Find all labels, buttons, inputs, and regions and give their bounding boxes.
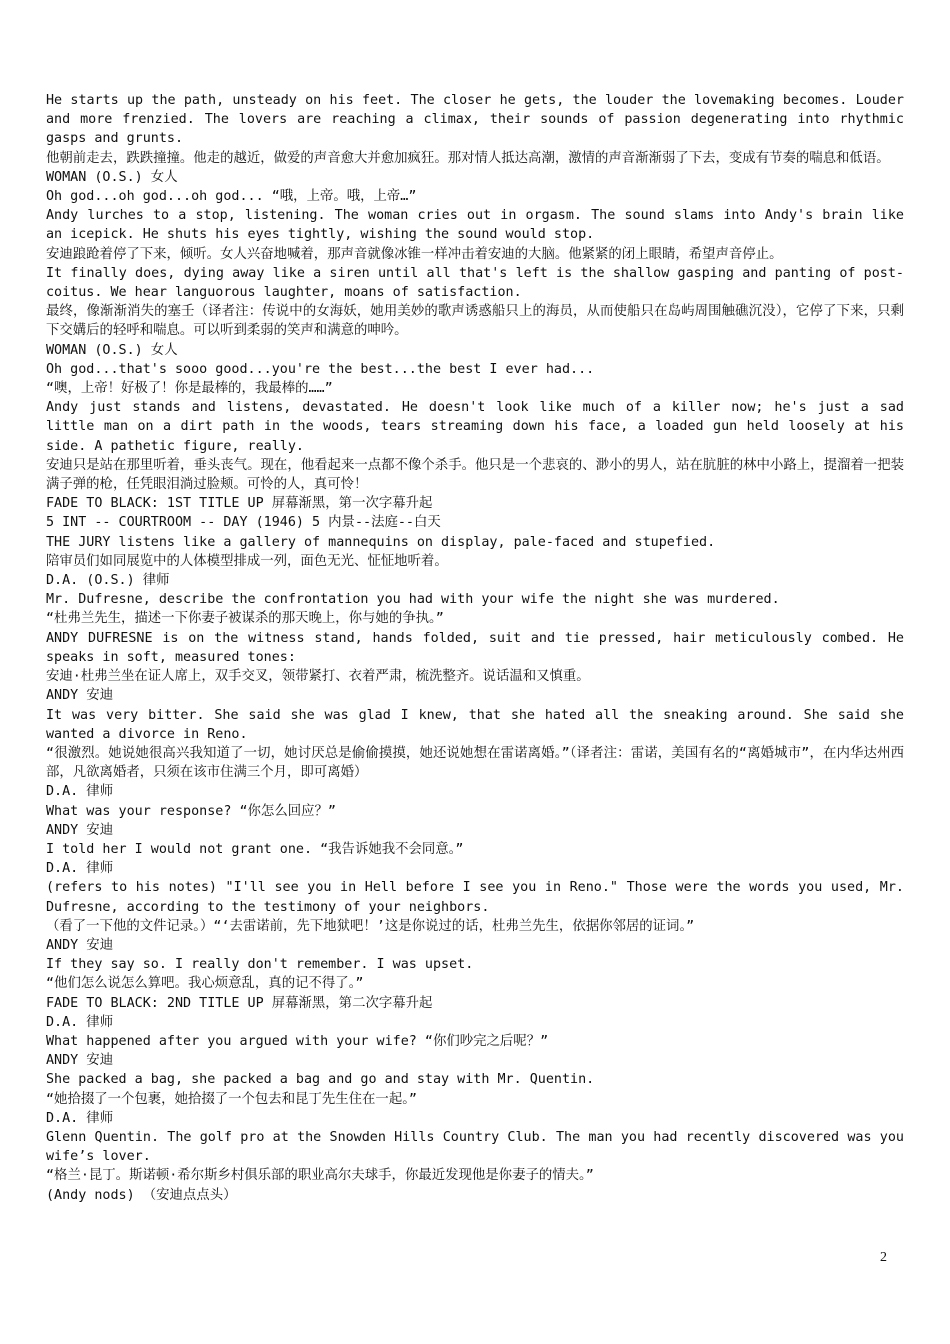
text-line: Andy just stands and listens, devastated. He doesn't look like much of a killer now; he's just a sad little man on a dirt path in the woods, tears streaming down his face, a loaded gun held loosely at his side. A pathetic figure, really. xyxy=(46,400,913,454)
text-line: She packed a bag, she packed a bag and go and stay with Mr. Quentin. xyxy=(46,1072,595,1088)
text-line: I told her I would not grant one. “我告诉她我不会同意。” xyxy=(46,841,464,857)
text-line: D.A. (O.S.) 律师 xyxy=(46,573,170,589)
text-line: D.A. 律师 xyxy=(46,784,114,800)
text-line: （看了一下他的文件记录。）“‘去雷诺前，先下地狱吧！’这是你说过的话，杜弗兰先生，依据你邻居的证词。” xyxy=(46,918,695,934)
text-line: (Andy nods) （安迪点点头） xyxy=(46,1187,237,1203)
text-line: He starts up the path, unsteady on his feet. The closer he gets, the louder the lovemaking becomes. Louder and more frenzied. The lovers are reaching a climax, their sounds of passion degenerating into rhythmic gasps and grunts. xyxy=(46,93,913,147)
text-line: ANDY DUFRESNE is on the witness stand, hands folded, suit and tie pressed, hair meticulously combed. He speaks in soft, measured tones: xyxy=(46,630,913,665)
text-line: Mr. Dufresne, describe the confrontation you had with your wife the night she was murdered. xyxy=(46,592,780,608)
text-line: WOMAN (O.S.) 女人 xyxy=(46,169,178,185)
text-line: “杜弗兰先生，描述一下你妻子被谋杀的那天晚上，你与她的争执。” xyxy=(46,611,444,627)
text-line: “噢，上帝！好极了！你是最棒的，我最棒的……” xyxy=(46,381,333,397)
text-line: 5 INT -- COURTROOM -- DAY (1946) 5 内景--法庭--白天 xyxy=(46,515,441,531)
text-line: “很激烈。她说她很高兴我知道了一切，她讨厌总是偷偷摸摸，她还说她想在雷诺离婚。”（译者注：雷诺，美国有名的“离婚城市”，在内华达州西部，凡欲离婚者，只须在该市住满三个月，即可离婚） xyxy=(46,745,904,781)
text-line: Oh god...that's sooo good...you're the best...the best I ever had... xyxy=(46,361,595,377)
text-line: 安迪踉跄着停了下来，倾听。女人兴奋地喊着，那声音就像冰锥一样冲击着安迪的大脑。他紧紧的闭上眼睛，希望声音停止。 xyxy=(46,246,783,262)
page-number: 2 xyxy=(880,1250,887,1265)
text-line: “他们怎么说怎么算吧。我心烦意乱，真的记不得了。” xyxy=(46,976,364,992)
text-line: If they say so. I really don't remember. I was upset. xyxy=(46,957,474,973)
text-line: (refers to his notes) "I'll see you in Hell before I see you in Reno." Those were the words you used, Mr. Dufresne, according to the testimony of your neighbors. xyxy=(46,880,913,915)
text-line: FADE TO BLACK: 1ST TITLE UP 屏幕渐黑，第一次字幕升起 xyxy=(46,496,433,512)
text-line: WOMAN (O.S.) 女人 xyxy=(46,342,178,358)
text-line: D.A. 律师 xyxy=(46,1110,114,1126)
text-line: “格兰·昆丁。斯诺顿·希尔斯乡村俱乐部的职业高尔夫球手，你最近发现他是你妻子的情夫。” xyxy=(46,1168,594,1184)
text-line: 安迪·杜弗兰坐在证人席上，双手交叉，领带紧打、衣着严肃，梳洗整齐。说话温和又慎重。 xyxy=(46,669,590,685)
text-line: Andy lurches to a stop, listening. The woman cries out in orgasm. The sound slams into Andy's brain like an icepick. He shuts his eyes tightly, wishing the sound would stop. xyxy=(46,208,913,243)
text-line: D.A. 律师 xyxy=(46,861,114,877)
text-line: ANDY 安迪 xyxy=(46,822,114,838)
text-line: What happened after you argued with your wife? “你们吵完之后呢？” xyxy=(46,1033,549,1049)
text-line: 安迪只是站在那里听着，垂头丧气。现在，他看起来一点都不像个杀手。他只是一个悲哀的、渺小的男人，站在肮脏的林中小路上，提溜着一把装满子弹的枪，任凭眼泪淌过脸颊。可怜的人，真可怜！ xyxy=(46,457,904,493)
text-line: FADE TO BLACK: 2ND TITLE UP 屏幕渐黑，第二次字幕升起 xyxy=(46,995,433,1011)
text-line: What was your response? “你怎么回应？” xyxy=(46,803,336,819)
text-line: 最终，像渐渐消失的塞壬（译者注：传说中的女海妖，她用美妙的歌声诱惑船只上的海员，从而使船只在岛屿周围触礁沉没），它停了下来，只剩下交媾后的轻呼和喘息。可以听到柔弱的笑声和满意的呻吟。 xyxy=(46,304,904,339)
text-line: Oh god...oh god...oh god... “哦，上帝。哦，上帝…” xyxy=(46,189,417,205)
text-line: “她拾掇了一个包裹，她拾掇了一个包去和昆丁先生住在一起。” xyxy=(46,1091,417,1107)
text-line: 他朝前走去，跌跌撞撞。他走的越近，做爱的声音愈大并愈加疯狂。那对情人抵达高潮，激情的声音渐渐弱了下去，变成有节奏的喘息和低语。 xyxy=(46,150,890,166)
text-line: 陪审员们如同展览中的人体模型排成一列，面色无光、怔怔地听着。 xyxy=(46,553,448,569)
text-line: ANDY 安迪 xyxy=(46,1053,114,1069)
text-line: ANDY 安迪 xyxy=(46,937,114,953)
text-line: Glenn Quentin. The golf pro at the Snowden Hills Country Club. The man you had recently discovered was you wife’s lover. xyxy=(46,1129,913,1165)
document-body xyxy=(46,91,913,1205)
text-line: THE JURY listens like a gallery of mannequins on display, pale-faced and stupefied. xyxy=(46,534,716,550)
text-line: It was very bitter. She said she was glad I knew, that she hated all the sneaking around. She said she wanted a divorce in Reno. xyxy=(46,707,913,742)
text-line: D.A. 律师 xyxy=(46,1014,114,1030)
text-line: ANDY 安迪 xyxy=(46,688,114,704)
text-line: It finally does, dying away like a siren until all that's left is the shallow gasping and panting of post-coitus. We hear languorous laughter, moans of satisfaction. xyxy=(46,265,904,301)
